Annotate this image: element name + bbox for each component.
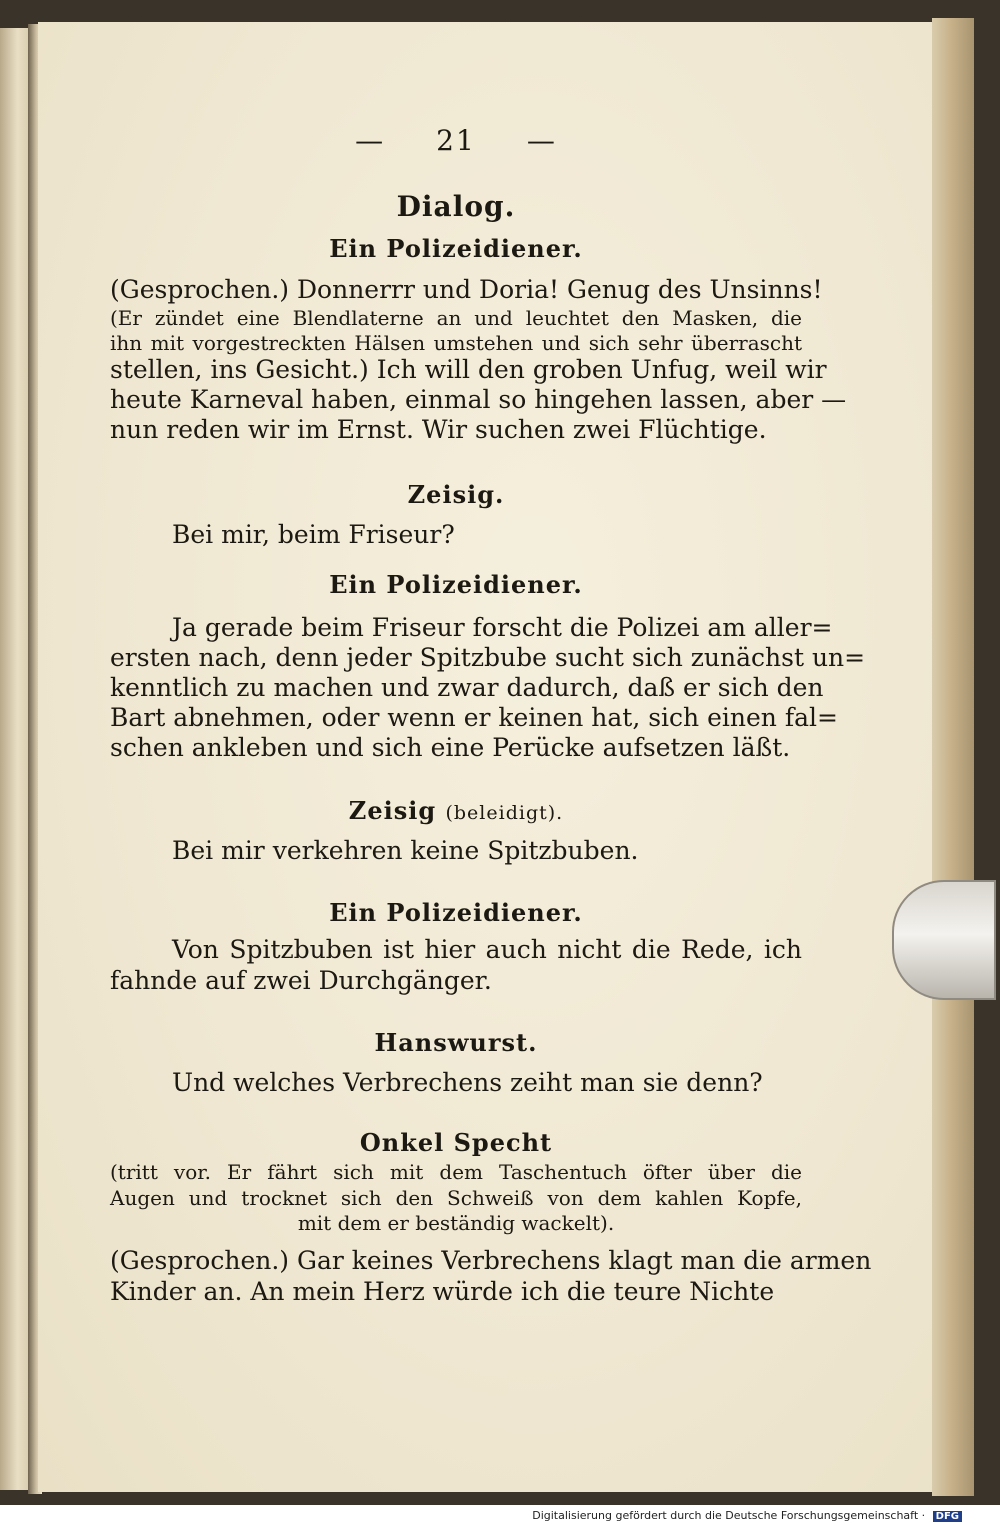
- speaker-note: (beleidigt).: [445, 802, 564, 824]
- page-clip: [892, 880, 996, 1000]
- right-page-edges: [932, 18, 974, 1496]
- speaker-heading: Onkel Specht: [359, 1128, 553, 1157]
- text-line: Ja gerade beim Friseur forscht die Polizei am aller=: [172, 613, 833, 642]
- speaker-heading: Ein Polizeidiener.: [329, 234, 583, 263]
- dash-left: —: [355, 124, 386, 157]
- speaker-name: Zeisig: [348, 796, 437, 825]
- text-line: Bei mir, beim Friseur?: [172, 520, 455, 549]
- dfg-logo: DFG: [933, 1511, 962, 1522]
- text-line: schen ankleben und sich eine Perücke aufsetzen läßt.: [110, 733, 791, 762]
- speaker-heading: Ein Polizeidiener.: [329, 898, 583, 927]
- text-line: ersten nach, denn jeder Spitzbube sucht sich zunächst un=: [110, 643, 866, 672]
- digitization-credit: [532, 1509, 962, 1522]
- text-line: (Gesprochen.) Donnerrr und Doria! Genug des Unsinns!: [110, 275, 823, 304]
- page-number: [110, 124, 802, 157]
- text-line: heute Karneval haben, einmal so hingehen lassen, aber —: [110, 385, 847, 414]
- credit-text: Digitalisierung gefördert durch die Deutsche Forschungsgemeinschaft ·: [532, 1509, 926, 1522]
- text-line: stellen, ins Gesicht.) Ich will den groben Unfug, weil wir: [110, 355, 827, 384]
- speaker-heading: Hanswurst.: [374, 1028, 538, 1057]
- text-line: nun reden wir im Ernst. Wir suchen zwei Flüchtige.: [110, 415, 767, 444]
- speaker-heading: Zeisig.: [407, 480, 505, 509]
- section-title: Dialog.: [396, 190, 516, 223]
- stage-direction-line: mit dem er beständig wackelt).: [297, 1211, 615, 1235]
- text-line: fahnde auf zwei Durchgänger.: [110, 966, 492, 995]
- page-number-value: 21: [436, 124, 476, 157]
- dash-right: —: [526, 124, 557, 157]
- text-line: Kinder an. An mein Herz würde ich die teure Nichte: [110, 1277, 775, 1306]
- stage-direction-line: (tritt vor. Er fährt sich mit dem Taschentuch öfter über die: [110, 1160, 802, 1184]
- text-line: Und welches Verbrechens zeiht man sie denn?: [172, 1068, 763, 1097]
- speaker-heading: Ein Polizeidiener.: [329, 570, 583, 599]
- stage-direction-line: ihn mit vorgestreckten Hälsen umstehen und sich sehr überrascht: [110, 331, 802, 355]
- text-line: (Gesprochen.) Gar keines Verbrechens klagt man die armen: [110, 1246, 872, 1275]
- stage-direction-line: Augen und trocknet sich den Schweiß von dem kahlen Kopfe,: [110, 1186, 802, 1210]
- speaker-heading: [110, 796, 802, 825]
- stage-direction-line: (Er zündet eine Blendlaterne an und leuchtet den Masken, die: [110, 306, 802, 330]
- text-line: Bart abnehmen, oder wenn er keinen hat, sich einen fal=: [110, 703, 838, 732]
- text-line: Von Spitzbuben ist hier auch nicht die Rede, ich: [172, 935, 802, 964]
- text-line: Bei mir verkehren keine Spitzbuben.: [172, 836, 639, 865]
- text-line: kenntlich zu machen und zwar dadurch, daß er sich den: [110, 673, 824, 702]
